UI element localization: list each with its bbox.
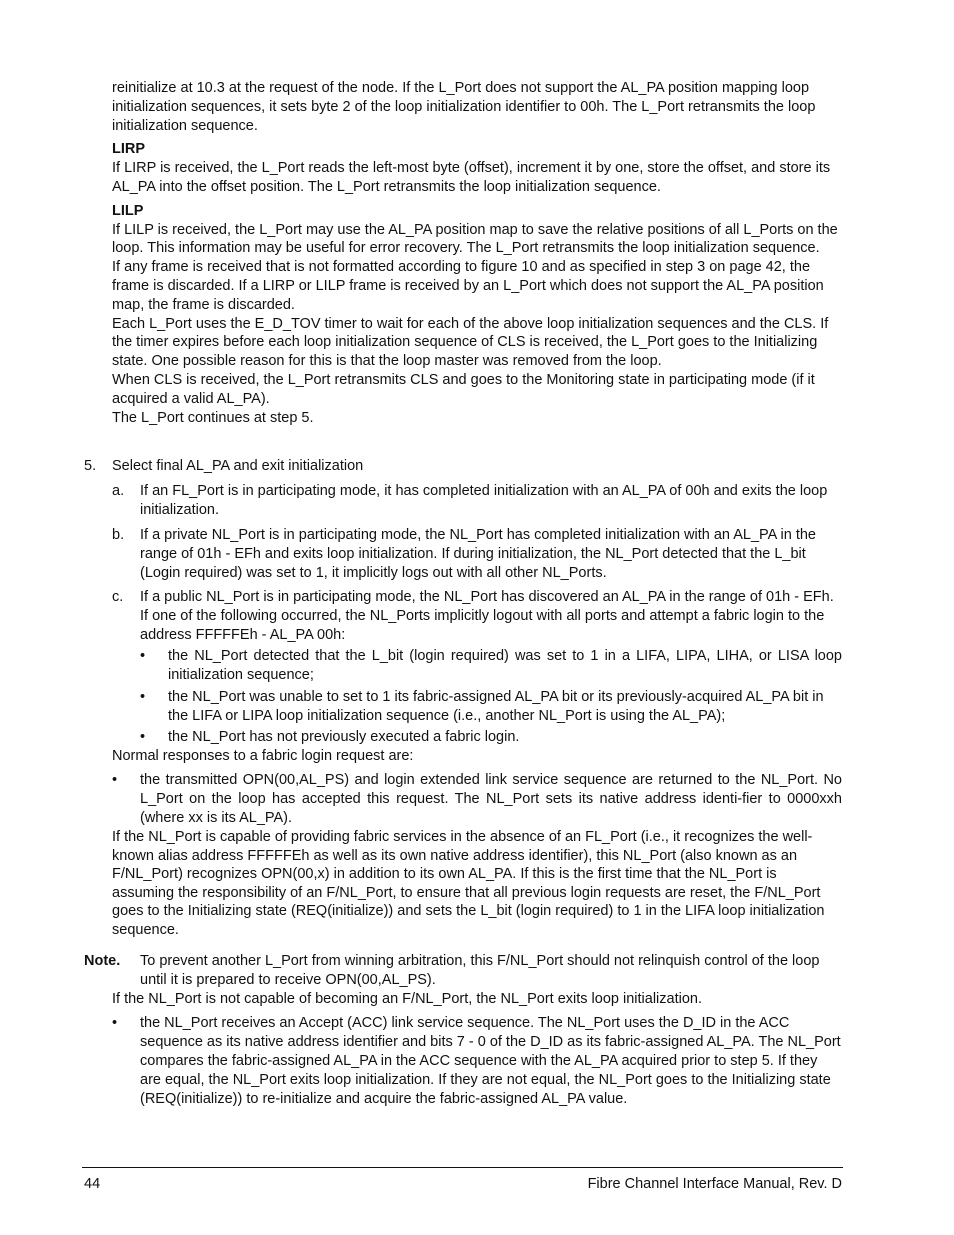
not-capable-item (112, 990, 842, 1009)
step-5c-item (112, 588, 842, 645)
continue-paragraph: The L_Port continues at step 5. (112, 409, 314, 426)
footer-page-number: 44 (84, 1176, 101, 1192)
step-5a-marker: a. (112, 483, 125, 499)
step-5a-item (112, 482, 842, 520)
list-item (140, 647, 842, 685)
note-label: Note. (84, 953, 121, 969)
bullet-icon: • (140, 729, 146, 745)
cls-paragraph: When CLS is received, the L_Port retransmits CLS and goes to the Monitoring state in participating mode (if it acquired a valid AL_PA). (112, 371, 815, 407)
note-text: To prevent another L_Port from winning arbitration, this F/NL_Port should not relinquish control of the loop until it is prepared to receive OPN(00,AL_PS). (140, 953, 820, 988)
frame-discard-paragraph: If any frame is received that is not formatted according to figure 10 and as specified in step 3 on page 42, the frame is discarded. If a LIRP or LILP frame is received by an L_Port which does not support the AL_PA position map, the frame is discarded. (112, 259, 824, 313)
normal-responses-item (112, 747, 842, 766)
capable-item (112, 828, 842, 940)
step-5c-bullet-2: the NL_Port was unable to set to 1 its fabric-assigned AL_PA bit or its previously-acquired AL_PA bit in the LIFA or LIPA loop initialization sequence (i.e., another NL_Port is using the AL_PA); (168, 689, 824, 724)
response-bullet-text: the transmitted OPN(00,AL_PS) and login extended link service sequence are returned to the NL_Port. No L_Port on the loop has accepted this request. The NL_Port sets its native address identi-fier to 0000xxh (where xx is its AL_PA). (140, 772, 842, 826)
lilp-heading: LILP (112, 202, 144, 219)
bullet-icon: • (140, 648, 146, 664)
footer-title: Fibre Channel Interface Manual, Rev. D (587, 1176, 842, 1192)
step-5a-text: If an FL_Port is in participating mode, it has completed initialization with an AL_PA of 00h and exits the loop initialization. (140, 483, 828, 518)
acc-bullet-text: the NL_Port receives an Accept (ACC) link service sequence. The NL_Port uses the D_ID in the ACC sequence as its native address identifier and bits 7 - 0 of the D_ID as its fabric-assigned AL_PA. The NL_Port compares the fabric-assigned AL_PA in the ACC sequence with the AL_PA acquired prior to step 5. If they are equal, the NL_Port exits loop initialization. If they are not equal, the NL_Port goes to the Initializing state (REQ(initialize)) to re-initialize and acquire the fabric-assigned AL_PA value. (140, 1015, 841, 1107)
bullet-icon: • (140, 689, 146, 705)
step-5-title: Select final AL_PA and exit initialization (112, 458, 364, 474)
lilp-paragraph: If LILP is received, the L_Port may use the AL_PA position map to save the relative positions of all L_Ports on the loop. This information may be useful for error recovery. The L_Port retransmits the loop initialization sequence. (112, 221, 838, 257)
timer-paragraph: Each L_Port uses the E_D_TOV timer to wait for each of the above loop initialization sequences and the CLS. If the timer expires before each loop initialization sequence of CLS is received, the L_Port goes to the Initializing state. One possible reason for this is that the loop master was removed from the loop. (112, 315, 829, 370)
not-capable-paragraph: If the NL_Port is not capable of becoming an F/NL_Port, the NL_Port exits loop initialization. (112, 991, 702, 1007)
step-5b-item (112, 526, 842, 583)
list-item (112, 771, 842, 828)
step-5c-text: If a public NL_Port is in participating mode, the NL_Port has discovered an AL_PA in the range of 01h - EFh. If one of the following occurred, the NL_Ports implicitly logout with all ports and attempt a fabric login to the address FFFFFEh - AL_PA 00h: (140, 589, 834, 643)
step-5c-marker: c. (112, 589, 124, 605)
footer-rule (82, 1167, 843, 1168)
normal-responses-paragraph: Normal responses to a fabric login request are: (112, 748, 414, 764)
list-item (140, 728, 842, 747)
step-5-number: 5. (84, 458, 97, 474)
list-item (140, 688, 842, 726)
capable-paragraph: If the NL_Port is capable of providing fabric services in the absence of an FL_Port (i.e., it recognizes the well-known alias address FFFFFEh as well as its own native address identifier), this NL_Port (also known as an F/NL_Port) recognizes OPN(00,x) in addition to its own AL_PA. If this is the first time that the NL_Port is assuming the responsibility of an F/NL_Port, to ensure that all previous login requests are reset, the F/NL_Port goes to the Initializing state (REQ(initialize)) and sets the L_bit (login required) to 1 in the LIFA loop initialization sequence. (112, 829, 825, 938)
lirp-heading: LIRP (112, 141, 146, 158)
step-5b-marker: b. (112, 527, 125, 543)
lirp-paragraph: If LIRP is received, the L_Port reads the left-most byte (offset), increment it by one, store the offset, and store its AL_PA into the offset position. The L_Port retransmits the loop initialization sequence. (112, 160, 831, 195)
step-5c-bullet-1: the NL_Port detected that the L_bit (login required) was set to 1 in a LIFA, LIPA, LIHA, or LISA loop initialization sequence; (168, 648, 842, 683)
bullet-icon: • (112, 1015, 118, 1031)
bullet-icon: • (112, 772, 118, 788)
step-5b-text: If a private NL_Port is in participating mode, the NL_Port has completed initialization with an AL_PA in the range of 01h - EFh and exits loop initialization. If during initialization, the NL_Port detected that the L_bit (Login required) was set to 1, it implicitly logs out with all other NL_Ports. (140, 527, 816, 581)
intro-section (112, 79, 842, 427)
intro-paragraph: reinitialize at 10.3 at the request of the node. If the L_Port does not support the AL_PA position mapping loop initialization sequences, it sets byte 2 of the loop initialization identifier to 00h. The L_Port retransmits the loop initialization sequence. (112, 80, 816, 134)
note-block (84, 952, 842, 990)
list-item (112, 1014, 842, 1109)
step-5c-bullet-3: the NL_Port has not previously executed a fabric login. (168, 729, 520, 745)
